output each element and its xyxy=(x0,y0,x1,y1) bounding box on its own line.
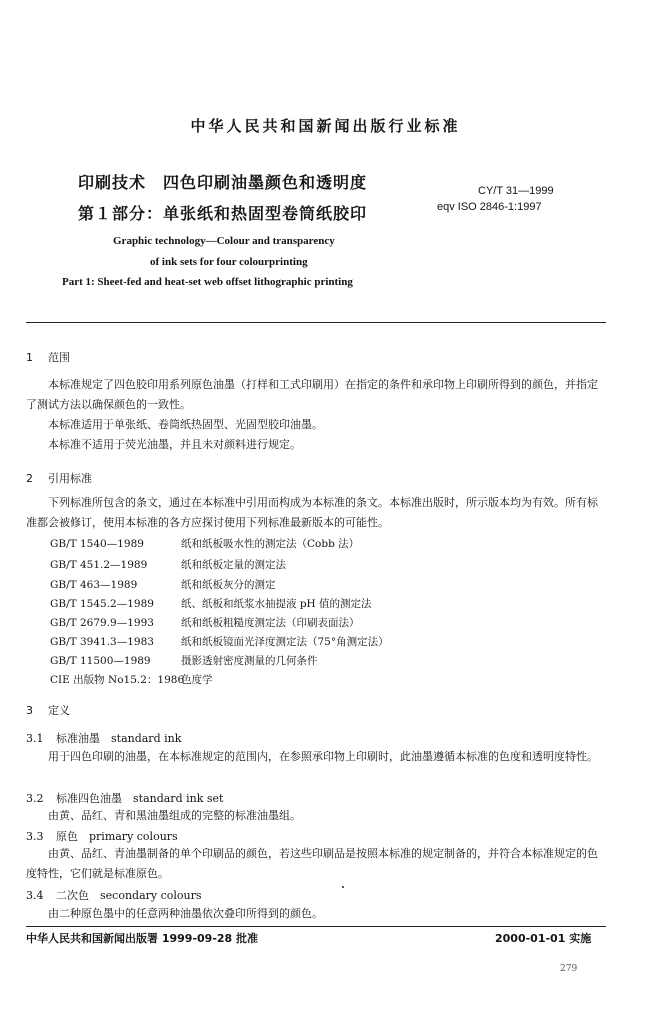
term-definition: 由黄、品红、青和黑油墨组成的完整的标准油墨组。 xyxy=(48,809,301,822)
section-2-heading xyxy=(26,470,92,486)
reference-title: 纸和纸板镜面光泽度测定法（75°角测定法） xyxy=(181,636,389,648)
term-number: 3.4 xyxy=(26,889,44,902)
term-definition: 由黄、品红、青油墨制备的单个印刷品的颜色，若这些印刷品是按照本标准的规定制备的，并符合本标准规定的色度特性，它们就是标准原色。 xyxy=(26,847,598,880)
term-definition: 由二种原色墨中的任意两种油墨依次叠印所得到的颜色。 xyxy=(48,907,323,920)
approval-date: 中华人民共和国新闻出版署 1999-09-28 批准 xyxy=(26,932,259,945)
reference-code: GB/T 11500—1989 xyxy=(50,655,151,667)
term-name: 标准油墨 standard ink xyxy=(56,732,182,745)
reference-item xyxy=(50,634,389,649)
scan-speck xyxy=(342,886,344,888)
reference-item xyxy=(50,615,360,630)
section-1-number: 1 xyxy=(26,351,33,364)
reference-title: 纸和纸板定量的测定法 xyxy=(181,559,286,571)
term-definition: 用于四色印刷的油墨，在本标准规定的范围内，在参照承印物上印刷时，此油墨遵循本标准的色度和透明度特性。 xyxy=(48,750,598,763)
section-2-title: 引用标准 xyxy=(48,472,92,485)
section-3-title: 定义 xyxy=(48,704,70,717)
reference-title: 纸和纸板粗糙度测定法（印刷表面法） xyxy=(181,617,360,629)
reference-title: 摄影透射密度测量的几何条件 xyxy=(181,655,318,667)
reference-code: GB/T 3941.3—1983 xyxy=(50,636,154,648)
title-divider xyxy=(26,322,606,323)
standard-code: CY/T 31—1999 xyxy=(478,185,554,197)
term-name: 标准四色油墨 standard ink set xyxy=(56,792,224,805)
section-1-paragraph-3: 本标准不适用于荧光油墨，并且未对颜料进行规定。 xyxy=(48,438,301,451)
effective-date: 2000-01-01 实施 xyxy=(495,932,592,945)
english-title-line-1: Graphic technology—Colour and transparency xyxy=(113,235,335,247)
section-2-paragraph-1: 下列标准所包含的条文，通过在本标准中引用而构成为本标准的条文。本标准出版时，所示版本均为有效。所有标准都会被修订，使用本标准的各方应探讨使用下列标准最新版本的可能性。 xyxy=(26,496,598,529)
term-heading xyxy=(26,828,178,844)
section-1-heading xyxy=(26,349,70,365)
term-name: 二次色 secondary colours xyxy=(56,889,202,902)
reference-title: 纸和纸板灰分的测定 xyxy=(181,579,276,591)
reference-item xyxy=(50,577,276,592)
footer-divider xyxy=(26,926,606,927)
term-number: 3.1 xyxy=(26,732,44,745)
reference-title: 纸、纸板和纸浆水抽提液 pH 值的测定法 xyxy=(181,598,372,610)
title-line-2: 第１部分：单张纸和热固型卷筒纸胶印 xyxy=(78,204,368,223)
term-heading xyxy=(26,730,181,746)
reference-code: GB/T 1545.2—1989 xyxy=(50,598,154,610)
section-1-paragraph-1: 本标准规定了四色胶印用系列原色油墨（打样和工式印刷用）在指定的条件和承印物上印刷所得到的颜色，并指定了测试方法以确保颜色的一致性。 xyxy=(26,378,598,411)
english-title-line-3: Part 1: Sheet-fed and heat-set web offset lithographic printing xyxy=(62,276,353,288)
section-3-heading xyxy=(26,702,70,718)
equivalence-code: eqv ISO 2846-1:1997 xyxy=(437,201,542,213)
english-title-line-2: of ink sets for four colourprinting xyxy=(150,256,308,268)
reference-code: GB/T 451.2—1989 xyxy=(50,559,148,571)
reference-code: CIE 出版物 No15.2：1986 xyxy=(50,674,185,686)
section-3-number: 3 xyxy=(26,704,33,717)
term-number: 3.2 xyxy=(26,792,44,805)
reference-code: GB/T 2679.9—1993 xyxy=(50,617,154,629)
term-heading xyxy=(26,790,223,806)
reference-title: 纸和纸板吸水性的测定法（Cobb 法） xyxy=(181,538,360,550)
section-2-number: 2 xyxy=(26,472,33,485)
reference-code: GB/T 1540—1989 xyxy=(50,538,144,550)
reference-title: 色度学 xyxy=(181,674,213,686)
section-1-paragraph-2: 本标准适用于单张纸、卷筒纸热固型、光固型胶印油墨。 xyxy=(48,418,323,431)
reference-item xyxy=(50,596,372,611)
title-line-1: 印刷技术 四色印刷油墨颜色和透明度 xyxy=(78,173,368,192)
reference-code: GB/T 463—1989 xyxy=(50,579,138,591)
term-name: 原色 primary colours xyxy=(56,830,178,843)
term-number: 3.3 xyxy=(26,830,44,843)
page-number: 279 xyxy=(560,964,578,974)
section-1-title: 范围 xyxy=(48,351,70,364)
reference-item xyxy=(50,557,286,572)
reference-item xyxy=(50,672,213,687)
reference-item xyxy=(50,536,359,551)
term-heading xyxy=(26,887,202,903)
standard-category-header: 中华人民共和国新闻出版行业标准 xyxy=(190,117,461,135)
reference-item xyxy=(50,653,318,668)
